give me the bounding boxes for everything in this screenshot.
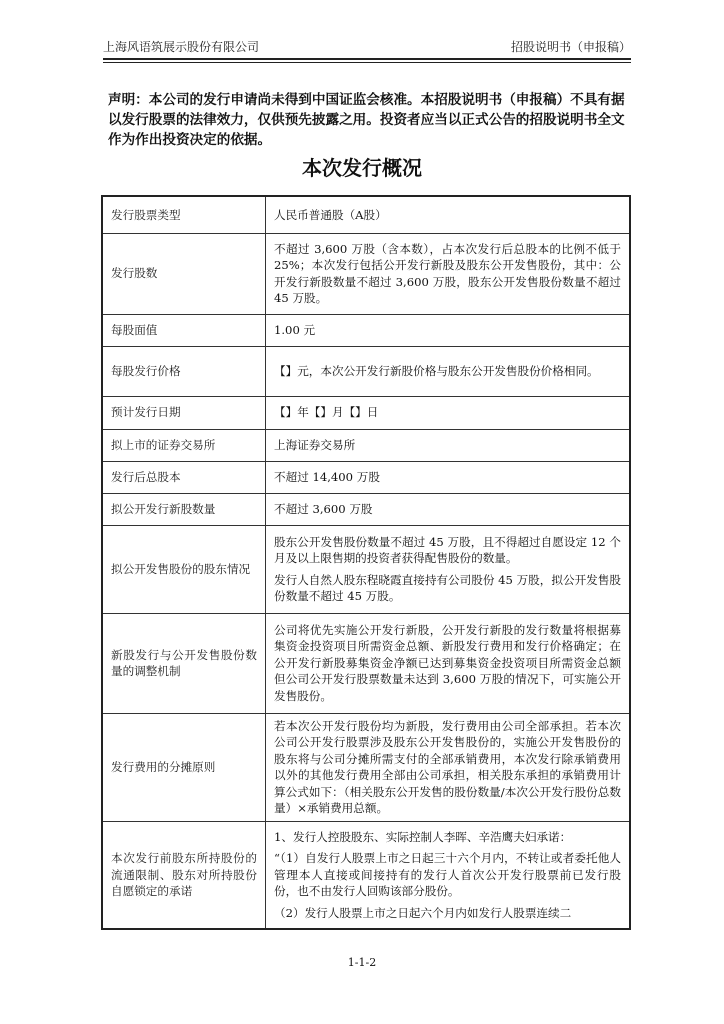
row-label: 发行股票类型 xyxy=(102,196,266,233)
row-label: 发行后总股本 xyxy=(102,461,266,493)
table-row xyxy=(102,613,630,713)
table-row xyxy=(102,493,630,525)
table-row xyxy=(102,429,630,461)
offering-summary-table xyxy=(101,195,631,930)
table-row xyxy=(102,233,630,314)
header-rule-thin xyxy=(103,62,631,63)
header-doc-title: 招股说明书（申报稿） xyxy=(510,40,631,54)
table-row xyxy=(102,525,630,613)
row-value xyxy=(266,713,631,821)
row-value-paragraph: 发行人自然人股东程晓霞直接持有公司股份 45 万股，拟公开发售股份数量不超过 45 万股。 xyxy=(274,572,621,603)
row-value-paragraph: 不超过 14,400 万股 xyxy=(274,469,380,484)
row-value-paragraph: 不超过 3,600 万股 xyxy=(274,501,373,516)
page-number: 1-1-2 xyxy=(347,956,377,969)
row-value-paragraph: 股东公开发售股份数量不超过 45 万股，且不得超过自愿设定 12 个月及以上限售期的投资者获得配售股份的数量。 xyxy=(274,534,621,565)
row-value-paragraph: “（1）自发行人股票上市之日起三十六个月内，不转让或者委托他人管理本人直接或间接持有的发行人首次公开发行股票前已发行股份，也不由发行人回购该部分股份。 xyxy=(274,851,621,898)
row-value xyxy=(266,613,631,713)
row-label: 拟公开发行新股数量 xyxy=(102,493,266,525)
row-value xyxy=(266,429,631,461)
row-value xyxy=(266,196,631,233)
row-value xyxy=(266,493,631,525)
row-value-paragraph: 1、发行人控股股东、实际控制人李晖、辛浩鹰夫妇承诺： xyxy=(274,829,572,844)
row-label: 发行股数 xyxy=(102,233,266,314)
table-row xyxy=(102,461,630,493)
row-value-paragraph: 不超过 3,600 万股（含本数），占本次发行后总股本的比例不低于 25%；本次发行包括公开发行新股及股东公开发售股份，其中：公开发行新股数量不超过 3,600 万股，股东公开发售股份数量不超过 45 万股。 xyxy=(274,241,621,305)
table-row xyxy=(102,314,630,346)
row-value-paragraph: 【】年【】月【】日 xyxy=(274,405,379,420)
row-value xyxy=(266,821,631,929)
header-rule xyxy=(103,58,631,60)
table-row xyxy=(102,713,630,821)
row-value-paragraph: 若本次公开发行股份均为新股，发行费用由公司全部承担。若本次公司公开发行股票涉及股东公开发售股份的，实施公开发售股份的股东将与公司分摊所需支付的全部承销费用，本次发行除承销费用以外的其他发行费用全部由公司承担，相关股东承担的承销费用计算公式如下：（相关股东公开发售的股份数量/本次公开发行股份总数量）×承销费用总额。 xyxy=(274,718,621,815)
table-row xyxy=(102,396,630,429)
row-value xyxy=(266,233,631,314)
row-label: 每股发行价格 xyxy=(102,346,266,396)
row-label: 每股面值 xyxy=(102,314,266,346)
row-label: 拟上市的证券交易所 xyxy=(102,429,266,461)
row-value xyxy=(266,525,631,613)
row-value-paragraph: 1.00 元 xyxy=(274,322,316,337)
row-value xyxy=(266,461,631,493)
row-value xyxy=(266,346,631,396)
table-row xyxy=(102,196,630,233)
row-label: 本次发行前股东所持股份的流通限制、股东对所持股份自愿锁定的承诺 xyxy=(102,821,266,929)
row-value-paragraph: 【】元，本次公开发行新股价格与股东公开发售股份价格相同。 xyxy=(274,363,599,378)
row-label: 发行费用的分摊原则 xyxy=(102,713,266,821)
row-value-paragraph: 上海证券交易所 xyxy=(274,437,356,452)
row-label: 预计发行日期 xyxy=(102,396,266,429)
row-value xyxy=(266,314,631,346)
header-company: 上海风语筑展示股份有限公司 xyxy=(103,40,260,54)
table-row xyxy=(102,346,630,396)
page-header xyxy=(103,38,631,56)
row-value xyxy=(266,396,631,429)
declaration: 声明：本公司的发行申请尚未得到中国证监会核准。本招股说明书（申报稿）不具有据以发行股票的法律效力，仅供预先披露之用。投资者应当以正式公告的招股说明书全文作为作出投资决定的依据。 xyxy=(108,92,625,148)
row-label: 拟公开发售股份的股东情况 xyxy=(102,525,266,613)
row-value-paragraph: 人民币普通股（A股） xyxy=(274,207,387,222)
row-label: 新股发行与公开发售股份数量的调整机制 xyxy=(102,613,266,713)
table-row xyxy=(102,821,630,929)
section-title: 本次发行概况 xyxy=(302,156,422,180)
row-value-paragraph: （2）发行人股票上市之日起六个月内如发行人股票连续二 xyxy=(274,905,572,920)
row-value-paragraph: 公司将优先实施公开发行新股，公开发行新股的发行数量将根据募集资金投资项目所需资金总额、新股发行费用和发行价格确定；在公开发行新股募集资金净额已达到募集资金投资项目所需资金总额但公司公开发行股票数量未达到 3,600 万股的情况下，可实施公开发售股份。 xyxy=(274,622,621,703)
